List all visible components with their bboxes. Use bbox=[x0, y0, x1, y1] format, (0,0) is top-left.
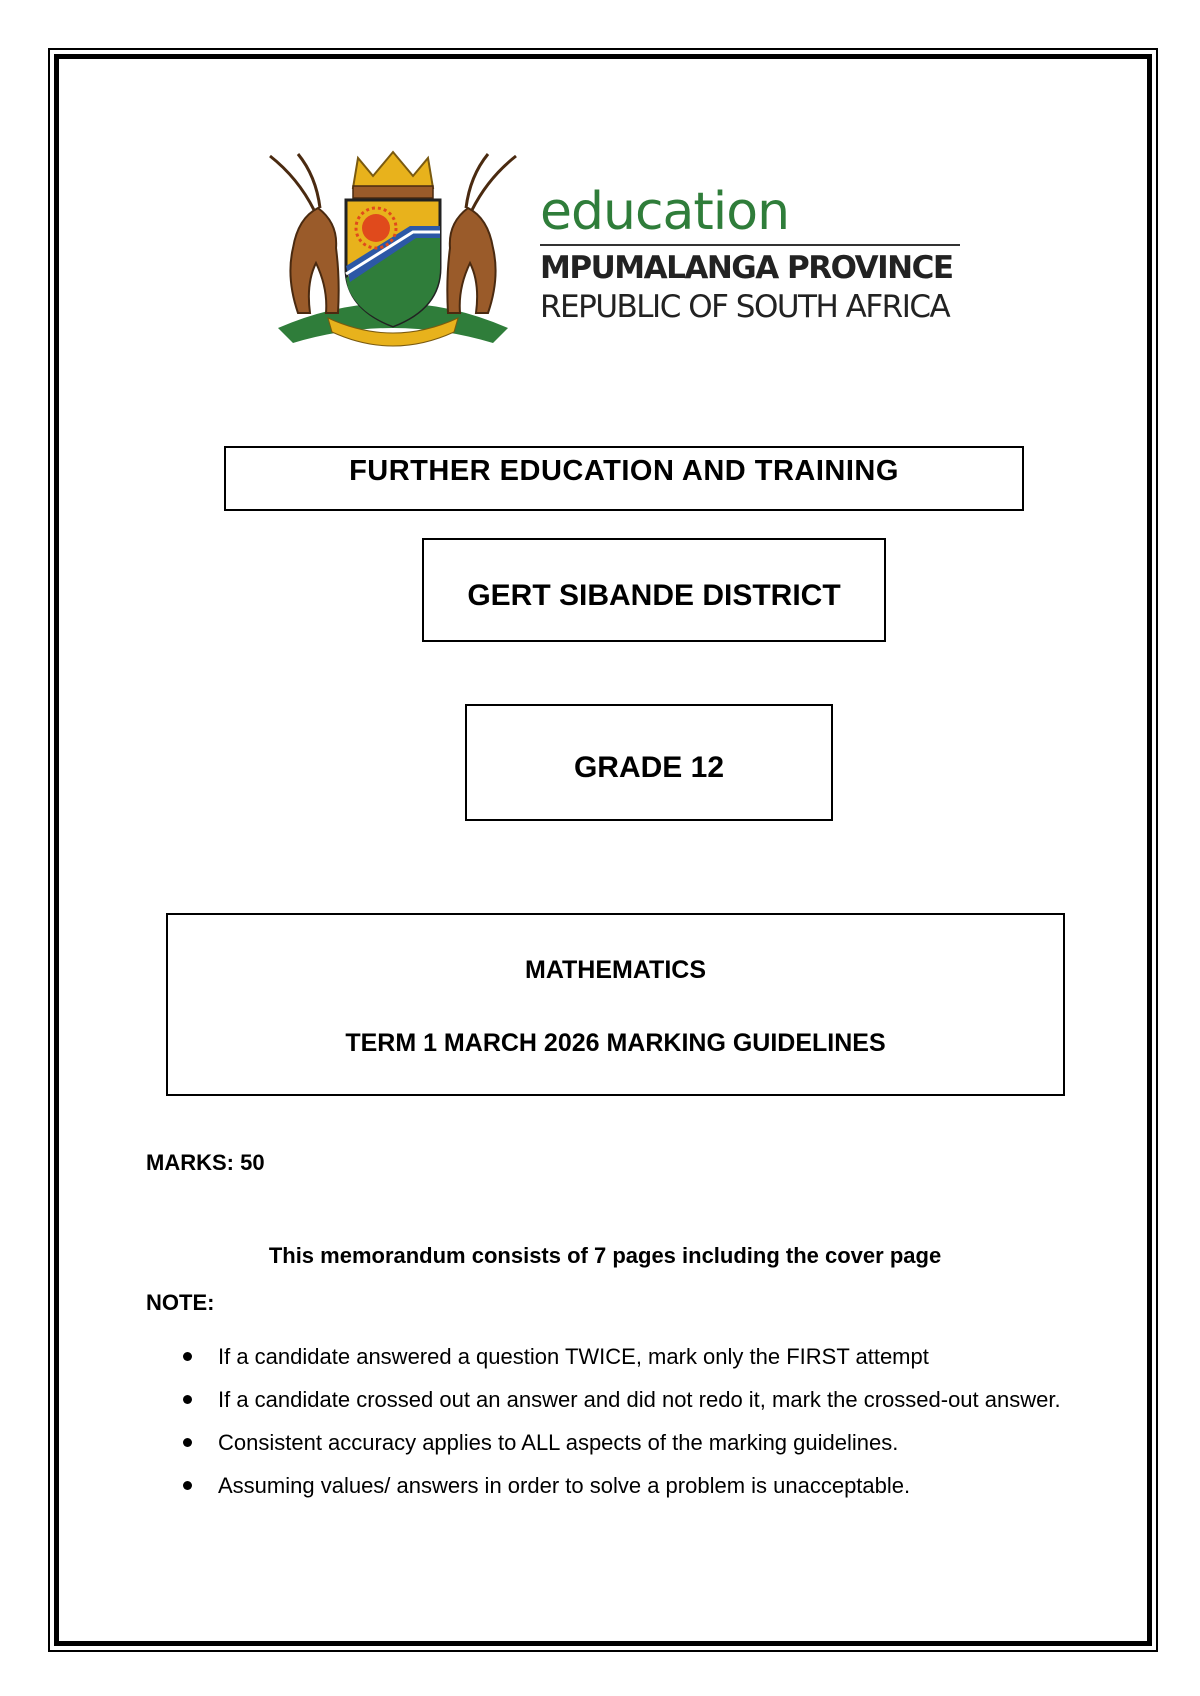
list-item: Consistent accuracy applies to ALL aspects of the marking guidelines. bbox=[180, 1421, 1080, 1464]
notes-list bbox=[180, 1335, 1080, 1507]
logo-province: MPUMALANGA PROVINCE bbox=[540, 250, 953, 286]
grade-box bbox=[465, 704, 833, 821]
subject-name: MATHEMATICS bbox=[525, 955, 706, 984]
bullet-icon bbox=[183, 1395, 192, 1404]
institution-title: FURTHER EDUCATION AND TRAINING bbox=[349, 455, 899, 487]
institution-box bbox=[224, 446, 1024, 511]
bullet-icon bbox=[183, 1352, 192, 1361]
logo-country: REPUBLIC OF SOUTH AFRICA bbox=[540, 289, 950, 325]
list-item: If a candidate answered a question TWICE, mark only the FIRST attempt bbox=[180, 1335, 1080, 1378]
marks-total: MARKS: 50 bbox=[146, 1150, 265, 1175]
page-count-statement: This memorandum consists of 7 pages including the cover page bbox=[268, 1243, 942, 1268]
district-title: GERT SIBANDE DISTRICT bbox=[467, 579, 841, 612]
paper-title: TERM 1 MARCH 2026 MARKING GUIDELINES bbox=[345, 1028, 886, 1057]
logo-rule bbox=[540, 244, 960, 246]
bullet-icon bbox=[183, 1481, 192, 1490]
district-box bbox=[422, 538, 886, 642]
subject-box bbox=[166, 913, 1065, 1096]
logo-word: education bbox=[540, 182, 790, 242]
list-item: If a candidate crossed out an answer and did not redo it, mark the crossed-out answer. bbox=[180, 1378, 1080, 1421]
department-logo bbox=[540, 182, 980, 326]
list-item: Assuming values/ answers in order to solve a problem is unacceptable. bbox=[180, 1464, 1080, 1507]
note-label: NOTE: bbox=[146, 1290, 215, 1315]
coat-of-arms-icon bbox=[258, 148, 528, 358]
bullet-icon bbox=[183, 1438, 192, 1447]
grade-title: GRADE 12 bbox=[573, 750, 725, 784]
